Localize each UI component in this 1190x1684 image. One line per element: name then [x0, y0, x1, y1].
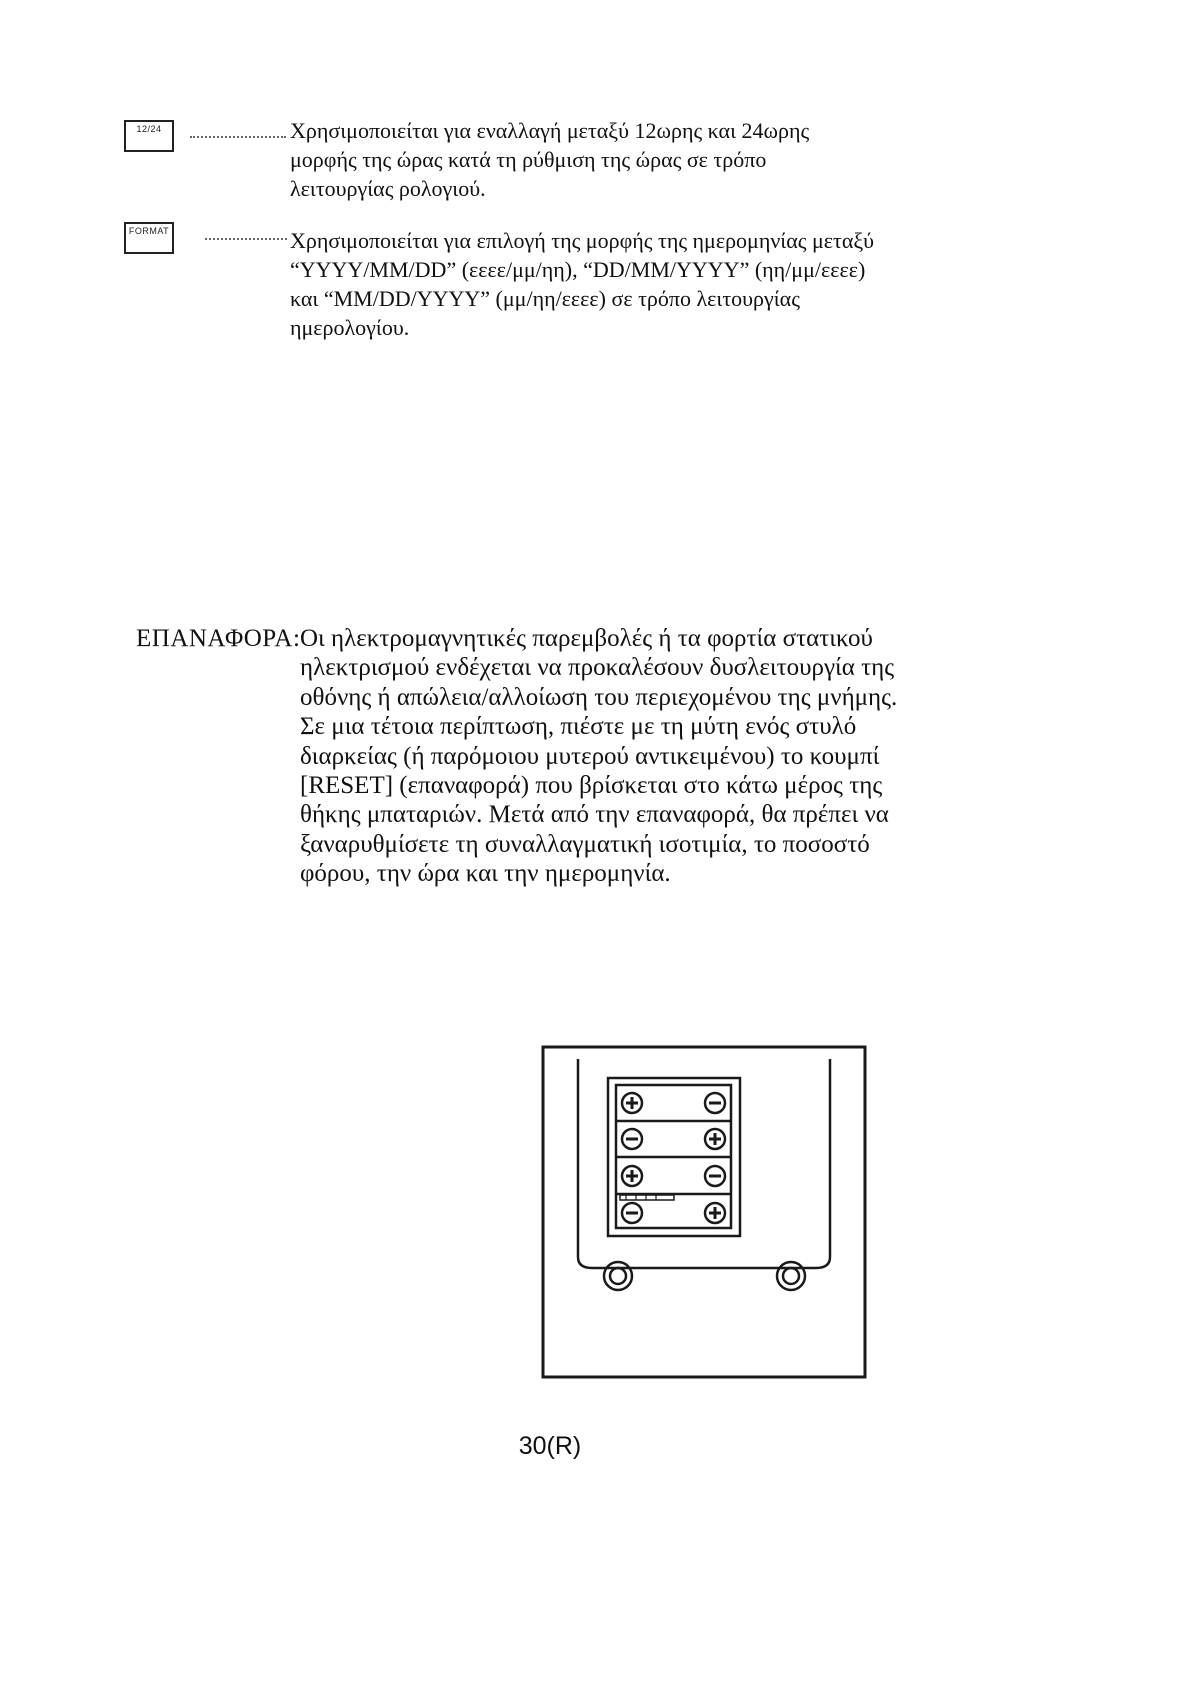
battery-compartment-drawing	[540, 1045, 870, 1380]
key-12-24-icon	[124, 120, 174, 152]
key-format-icon	[124, 222, 174, 254]
key-format-description: Χρησιμοποιείται για επιλογή της μορφής της ημερομηνίας μεταξύ “YYYY/MM/DD” (εεεε/μμ/ηη), “DD/MM/YYYY” (ηη/μμ/εεεε) και “MM/DD/YYYY” (μμ/ηη/εεεε) σε τρόπο λειτουργίας ημερολογίου.	[290, 228, 875, 340]
key-12-24-description: Χρησιμοποιείται για εναλλαγή μεταξύ 12ωρης και 24ωρης μορφής της ώρας κατά τη ρύθμιση της ώρας σε τρόπο λειτουργίας ρολογιού.	[290, 118, 810, 201]
dotted-leader	[205, 238, 287, 240]
page-number: 30(R)	[518, 1432, 582, 1460]
reset-paragraph: Οι ηλεκτρομαγνητικές παρεμβολές ή τα φορτία στατικού ηλεκτρισμού ενδέχεται να προκαλέσουν δυσλειτουργία της οθόνης ή απώλεια/αλλοίωση του περιεχομένου της μνήμης. Σε μια τέτοια περίπτωση, πιέστε με τη μύτη ενός στυλό διαρκείας (ή παρόμοιου μυτερού αντικειμένου) το κουμπί [RESET] (επαναφορά) που βρίσκεται στο κάτω μέρος της θήκης μπαταριών. Μετά από την επαναφορά, θα πρέπει να ξαναρυθμίσετε τη συναλλαγματική ισοτιμία, το ποσοστό φόρου, την ώρα και την ημερομηνία.	[300, 625, 898, 888]
key-12-24-label: 12/24	[136, 124, 162, 134]
key-format-label: FORMAT	[128, 226, 170, 236]
reset-heading: ΕΠΑΝΑΦΟΡΑ:	[136, 625, 301, 652]
dotted-leader	[190, 136, 286, 138]
battery-compartment-figure	[540, 1045, 870, 1385]
